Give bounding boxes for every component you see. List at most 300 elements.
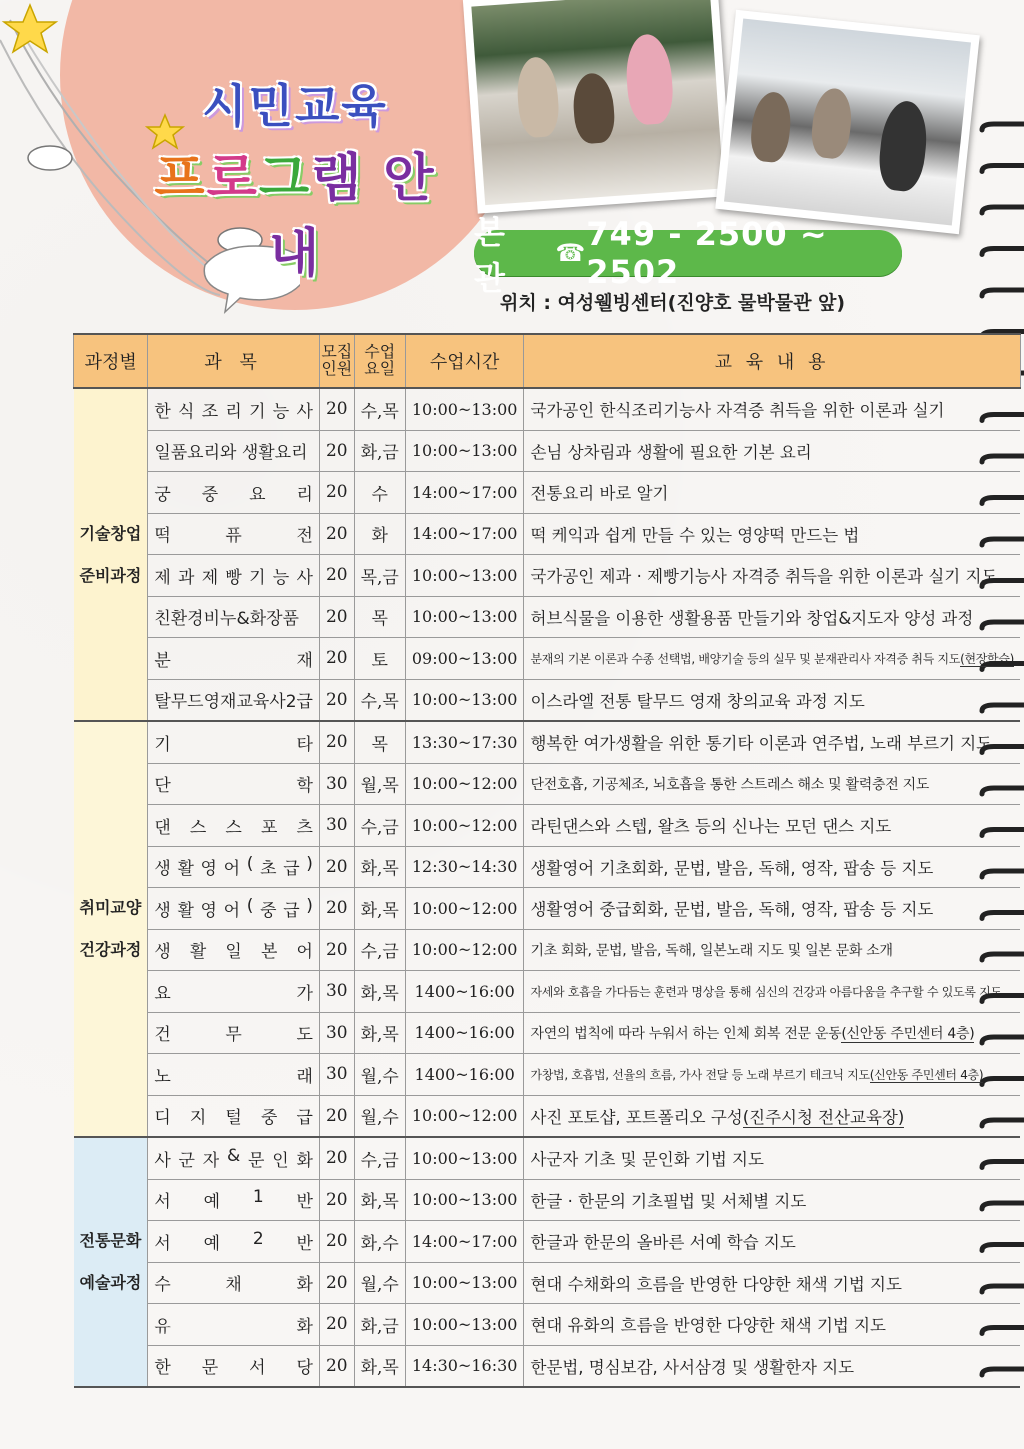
subject-name (154, 937, 313, 962)
subject-name (154, 397, 313, 422)
subject-cell (148, 1262, 320, 1304)
subject-name (154, 646, 313, 671)
table-row (74, 1054, 1021, 1096)
content-cell (524, 1304, 1020, 1346)
subject-name (154, 854, 313, 879)
days-cell: 화,수 (354, 1221, 405, 1263)
subject-char: 리 (225, 401, 242, 422)
content-cell (524, 513, 1020, 555)
subject-char: 건 (154, 1025, 171, 1046)
time-cell: 1400~16:00 (405, 1012, 524, 1054)
subject-char: 분 (154, 650, 171, 671)
days-cell: 화,금 (354, 430, 405, 472)
subject-char: 생 (154, 900, 171, 921)
capacity-cell: 20 (319, 596, 354, 638)
subject-char: 기 (249, 401, 266, 422)
days-cell: 화,목 (354, 971, 405, 1013)
capacity-cell: 20 (319, 638, 354, 680)
subject-char: 자 (202, 1150, 220, 1171)
content-cell (524, 388, 1020, 430)
subject-cell (148, 763, 320, 805)
subject-name (154, 1103, 313, 1128)
phone-number: 749 - 2500 ~ 2502 (586, 215, 828, 291)
table-row (74, 1012, 1021, 1054)
time-cell: 10:00~12:00 (405, 1095, 524, 1137)
content-cell (524, 555, 1020, 597)
capacity-cell: 20 (319, 1304, 354, 1346)
content-cell (524, 679, 1020, 721)
table-row (74, 846, 1021, 888)
table-row (74, 929, 1021, 971)
subject-char: 능 (272, 567, 290, 588)
days-cell: 화,목 (354, 1012, 405, 1054)
content-cell (524, 430, 1020, 472)
content-text: 현대 유화의 흐름을 반영한 다양한 채색 기법 지도 (530, 1316, 886, 1336)
subject-name (154, 1020, 313, 1045)
capacity-cell: 20 (319, 388, 354, 430)
table-row (74, 513, 1021, 555)
days-cell: 화,목 (354, 1179, 405, 1221)
content-text: 이스라엘 전통 탈무드 영재 창의교육 과정 지도 (530, 691, 865, 711)
category-name-line2: 예술과정 (79, 1273, 142, 1292)
content-text: 국가공인 제과 · 제빵기능사 자격증 취득을 위한 이론과 실기 지도 (530, 567, 998, 587)
binding-ring (982, 207, 1024, 213)
subject-char: 학 (296, 776, 313, 797)
content-cell (524, 1137, 1020, 1179)
table-row (74, 1304, 1021, 1346)
capacity-cell: 30 (319, 805, 354, 847)
table-row (74, 1262, 1021, 1304)
subject-char: 본 (260, 942, 278, 963)
subject-char: 반 (296, 1192, 313, 1213)
days-cell: 목 (354, 721, 405, 763)
time-cell: 10:00~13:00 (405, 1179, 524, 1221)
subject-cell (148, 929, 320, 971)
content-text: 행복한 여가생활을 위한 통기타 이론과 연주법, 노래 부르기 지도 (530, 734, 993, 754)
subject-char: 능 (272, 401, 290, 422)
content-cell (524, 721, 1020, 763)
location-text: 위치 : 여성웰빙센터(진양호 물박물관 앞) (500, 292, 846, 314)
capacity-cell: 20 (319, 472, 354, 514)
binding-ring (982, 166, 1024, 172)
capacity-cell: 30 (319, 763, 354, 805)
content-text: 한문법, 명심보감, 사서삼경 및 생활한자 지도 (530, 1357, 855, 1377)
content-cell (524, 638, 1020, 680)
subject-char: 영 (200, 900, 217, 921)
subject-char: 수 (154, 1275, 171, 1296)
subject-char: 도 (296, 1025, 313, 1046)
subject-name: 일품요리와 생활요리 (154, 443, 308, 464)
time-cell: 10:00~13:00 (405, 430, 524, 472)
subject-char: 포 (260, 817, 278, 838)
days-cell: 월,목 (354, 763, 405, 805)
subject-cell (148, 430, 320, 472)
table-row (74, 1345, 1021, 1387)
time-cell: 10:00~13:00 (405, 1262, 524, 1304)
content-cell (524, 1262, 1020, 1304)
subject-name (154, 1353, 313, 1378)
subject-cell (148, 388, 320, 430)
content-text: 손님 상차림과 생활에 필요한 기본 요리 (530, 442, 812, 462)
subject-char: 스 (189, 817, 207, 838)
subject-cell (148, 679, 320, 721)
subject-cell (148, 846, 320, 888)
subject-char: 스 (225, 817, 242, 838)
subject-name (154, 1270, 313, 1295)
table-row (74, 1221, 1021, 1263)
table-row (74, 721, 1021, 763)
subject-char: ( (246, 895, 254, 916)
days-cell: 화,금 (354, 1304, 405, 1346)
subject-char: 한 (154, 1358, 171, 1379)
cloud-icon (28, 146, 72, 170)
content-cell (524, 596, 1020, 638)
subject-name (154, 896, 313, 921)
subject-char: 생 (154, 942, 171, 963)
subject-cell (148, 1137, 320, 1179)
category-cell (74, 721, 148, 1137)
category-cell (74, 1137, 148, 1387)
header-category: 과정별 (74, 334, 148, 388)
time-cell: 1400~16:00 (405, 971, 524, 1013)
subject-char: 문 (201, 1358, 219, 1379)
subject-char: 2 (252, 1228, 264, 1249)
subject-char: 반 (296, 1233, 313, 1254)
table-row (74, 805, 1021, 847)
time-cell: 09:00~13:00 (405, 638, 524, 680)
subject-char: 유 (154, 1316, 171, 1337)
content-cell (524, 1221, 1020, 1263)
time-cell: 10:00~13:00 (405, 1137, 524, 1179)
time-cell: 10:00~12:00 (405, 888, 524, 930)
days-cell: 수 (354, 472, 405, 514)
subject-cell (148, 1304, 320, 1346)
content-cell (524, 1012, 1020, 1054)
subject-char: 당 (296, 1358, 313, 1379)
time-cell: 14:00~17:00 (405, 513, 524, 555)
subject-char: 중 (201, 484, 219, 505)
capacity-cell: 20 (319, 888, 354, 930)
table-row (74, 388, 1021, 430)
subject-char: 생 (154, 859, 171, 880)
content-cell (524, 888, 1020, 930)
content-location-note: (신안동 주민센터 4층) (841, 1025, 975, 1042)
content-text: 떡 케익과 쉽게 만들 수 있는 영양떡 만드는 법 (530, 525, 860, 545)
subject-char: 급 (283, 859, 300, 880)
table-row (74, 888, 1021, 930)
subject-name (154, 480, 313, 505)
time-cell: 10:00~13:00 (405, 388, 524, 430)
subject-cell (148, 1054, 320, 1096)
table-row (74, 1137, 1021, 1179)
title-line-2: 프로그램 안내 (154, 149, 436, 284)
subject-char: 기 (154, 734, 171, 755)
days-cell: 수,목 (354, 679, 405, 721)
days-cell: 월,수 (354, 1095, 405, 1137)
subject-cell (148, 472, 320, 514)
subject-char: 디 (154, 1108, 171, 1129)
subject-char: 중 (260, 1108, 278, 1129)
content-cell (524, 1054, 1020, 1096)
capacity-cell: 20 (319, 721, 354, 763)
subject-char: 기 (249, 567, 266, 588)
time-cell: 10:00~12:00 (405, 929, 524, 971)
subject-cell (148, 596, 320, 638)
days-cell: 토 (354, 638, 405, 680)
building-label: 본 관 (474, 213, 506, 297)
content-text: 자세와 호흡을 가다듬는 훈련과 명상을 통해 심신의 건강과 아름다움을 추구할 수 있도록 지도 (530, 984, 1002, 999)
days-cell: 수,금 (354, 929, 405, 971)
days-cell: 수,금 (354, 1137, 405, 1179)
subject-cell (148, 1179, 320, 1221)
table-row (74, 596, 1021, 638)
subject-char: 서 (154, 1192, 171, 1213)
subject-name (154, 730, 313, 755)
subject-char: 문 (248, 1150, 265, 1171)
subject-char: 서 (154, 1233, 171, 1254)
subject-char: 사 (154, 1150, 171, 1171)
capacity-cell: 20 (319, 929, 354, 971)
capacity-cell: 20 (319, 846, 354, 888)
content-text: 기초 회화, 문법, 발음, 독해, 일본노래 지도 및 일본 문화 소개 (530, 942, 893, 959)
subject-char: 빵 (225, 567, 242, 588)
subject-char: 어 (296, 942, 313, 963)
subject-name (154, 979, 313, 1004)
days-cell: 화,목 (354, 1345, 405, 1387)
content-text: 한글과 한문의 올바른 서예 학습 지도 (530, 1233, 796, 1253)
subject-char: 요 (249, 484, 266, 505)
table-row (74, 971, 1021, 1013)
class-photo-sewing (463, 0, 732, 214)
class-photo-drawing (715, 10, 980, 235)
binding-ring (982, 249, 1024, 255)
capacity-cell: 20 (319, 555, 354, 597)
content-text: 허브식물을 이용한 생활용품 만들기와 창업&지도자 양성 과정 (530, 608, 974, 628)
subject-char: 어 (223, 859, 241, 880)
subject-name (154, 813, 313, 838)
days-cell: 화 (354, 513, 405, 555)
category-name-line1: 전통문화 (79, 1231, 142, 1251)
subject-char: & (226, 1145, 241, 1166)
subject-char: 제 (201, 567, 219, 588)
capacity-cell: 30 (319, 1054, 354, 1096)
days-cell: 월,수 (354, 1262, 405, 1304)
subject-name (154, 1229, 313, 1254)
subject-char: 급 (296, 1108, 313, 1129)
content-text: 전통요리 바로 알기 (530, 484, 669, 504)
subject-char: ( (246, 854, 254, 875)
subject-cell (148, 1012, 320, 1054)
time-cell: 10:00~13:00 (405, 1304, 524, 1346)
binding-ring (982, 290, 1024, 296)
table-row (74, 472, 1021, 514)
header-subject: 과 목 (148, 334, 320, 388)
subject-char: ) (306, 854, 313, 875)
content-text: 분재의 기본 이론과 수종 선택법, 배양기술 등의 실무 및 분재관리사 자격증 취득 지도 (530, 651, 961, 666)
binding-ring (982, 124, 1024, 130)
content-text: 한글 · 한문의 기초필법 및 서체별 지도 (530, 1191, 807, 1211)
content-cell (524, 846, 1020, 888)
header-time: 수업시간 (405, 334, 524, 388)
table-header-row (74, 334, 1021, 388)
subject-char: 예 (203, 1233, 221, 1254)
subject-name (154, 563, 313, 588)
subject-char: 초 (260, 859, 277, 880)
days-cell: 화,목 (354, 888, 405, 930)
subject-char: 활 (177, 900, 194, 921)
time-cell: 14:30~16:30 (405, 1345, 524, 1387)
days-cell: 수,금 (354, 805, 405, 847)
time-cell: 10:00~12:00 (405, 805, 524, 847)
content-text: 현대 수채화의 흐름을 반영한 다양한 채색 기법 지도 (530, 1274, 902, 1294)
capacity-cell: 20 (319, 1345, 354, 1387)
subject-char: 떡 (154, 526, 171, 547)
content-text: 사진 포토샵, 포트폴리오 구성 (530, 1107, 743, 1127)
content-text: 라틴댄스와 스텝, 왈츠 등의 신나는 모던 댄스 지도 (530, 817, 892, 837)
subject-char: 1 (252, 1187, 264, 1208)
capacity-cell: 20 (319, 679, 354, 721)
subject-char: 조 (201, 401, 219, 422)
content-cell (524, 971, 1020, 1013)
subject-char: 리 (296, 484, 313, 505)
subject-name (154, 1312, 313, 1337)
time-cell: 13:30~17:30 (405, 721, 524, 763)
subject-char: 전 (296, 526, 313, 547)
content-cell (524, 763, 1020, 805)
time-cell: 10:00~13:00 (405, 596, 524, 638)
capacity-cell: 20 (319, 1137, 354, 1179)
subject-char: 궁 (154, 484, 171, 505)
subject-char: 재 (296, 650, 313, 671)
category-name-line1: 기술창업 (79, 523, 142, 543)
subject-char: 사 (296, 401, 313, 422)
content-location-note: (현장학습) (960, 651, 1015, 666)
time-cell: 14:00~17:00 (405, 472, 524, 514)
subject-char: 화 (296, 1275, 313, 1296)
category-name-line2: 준비과정 (79, 565, 142, 585)
subject-char: 가 (296, 983, 313, 1004)
table-body (74, 388, 1021, 1387)
category-name-line1: 취미교양 (79, 898, 142, 918)
subject-name: 탈무드영재교육사2급 (154, 692, 313, 713)
phone-icon: ☎ (555, 239, 587, 267)
capacity-cell: 20 (319, 1095, 354, 1137)
subject-char: 일 (225, 942, 242, 963)
days-cell: 목 (354, 596, 405, 638)
days-cell: 목,금 (354, 555, 405, 597)
subject-char: 화 (296, 1316, 313, 1337)
subject-char: 어 (223, 900, 241, 921)
content-cell (524, 472, 1020, 514)
subject-char: 무 (225, 1025, 242, 1046)
subject-cell (148, 971, 320, 1013)
time-cell: 1400~16:00 (405, 1054, 524, 1096)
subject-char: 타 (296, 734, 313, 755)
days-cell: 수,목 (354, 388, 405, 430)
capacity-cell: 20 (319, 1221, 354, 1263)
table-row (74, 1095, 1021, 1137)
time-cell: 10:00~13:00 (405, 555, 524, 597)
subject-char: 식 (178, 401, 195, 422)
subject-name (154, 1187, 313, 1212)
content-location-note: (진주시청 전산교육장) (742, 1107, 905, 1127)
subject-char: 영 (200, 859, 217, 880)
table-row (74, 763, 1021, 805)
content-cell (524, 929, 1020, 971)
capacity-cell: 30 (319, 971, 354, 1013)
subject-cell (148, 805, 320, 847)
subject-char: 인 (272, 1150, 289, 1171)
time-cell: 10:00~12:00 (405, 763, 524, 805)
subject-char: 요 (154, 983, 171, 1004)
capacity-cell: 20 (319, 1179, 354, 1221)
subject-char: 예 (203, 1192, 221, 1213)
subject-char: 래 (296, 1066, 313, 1087)
content-text: 사군자 기초 및 문인화 기법 지도 (530, 1150, 764, 1170)
subject-cell (148, 1095, 320, 1137)
subject-cell (148, 1345, 320, 1387)
subject-cell (148, 721, 320, 763)
subject-name (154, 521, 313, 546)
subject-char: 단 (154, 776, 171, 797)
table-row (74, 1179, 1021, 1221)
subject-name (154, 771, 313, 796)
content-text: 가창법, 호흡법, 선율의 흐름, 가사 전달 등 노래 부르기 테크닉 지도 (530, 1067, 870, 1082)
header-content: 교 육 내 용 (524, 334, 1020, 388)
subject-char: 댄 (154, 817, 171, 838)
subject-char: 퓨 (225, 526, 242, 547)
table-row (74, 679, 1021, 721)
content-cell (524, 805, 1020, 847)
course-schedule-table (73, 333, 1021, 1388)
days-cell: 화,목 (354, 846, 405, 888)
subject-char: 털 (225, 1108, 242, 1129)
subject-cell (148, 888, 320, 930)
subject-char: 화 (296, 1150, 313, 1171)
capacity-cell: 20 (319, 430, 354, 472)
content-text: 국가공인 한식조리기능사 자격증 취득을 위한 이론과 실기 (530, 401, 945, 421)
content-text: 자연의 법칙에 따라 누워서 하는 인체 회복 전문 운동 (530, 1025, 842, 1042)
capacity-cell: 20 (319, 513, 354, 555)
content-location-note: (신안동 주민센터 4층) (869, 1067, 984, 1082)
subject-char: 과 (178, 567, 195, 588)
header-days: 수업 요일 (354, 334, 405, 388)
subject-cell (148, 638, 320, 680)
content-text: 생활영어 중급회화, 문법, 발음, 독해, 영작, 팝송 등 지도 (530, 900, 934, 920)
subject-name: 친환경비누&화장품 (154, 609, 299, 630)
table-row (74, 555, 1021, 597)
contact-phone-banner (474, 213, 902, 297)
table-row (74, 430, 1021, 472)
table-row (74, 638, 1021, 680)
subject-cell (148, 1221, 320, 1263)
subject-char: 채 (225, 1275, 242, 1296)
subject-char: 제 (154, 567, 171, 588)
days-cell: 월,수 (354, 1054, 405, 1096)
subject-char: 급 (283, 900, 300, 921)
subject-cell (148, 555, 320, 597)
subject-char: 활 (189, 942, 207, 963)
page-title (145, 70, 445, 286)
subject-name (154, 1146, 313, 1171)
subject-char: 군 (178, 1150, 195, 1171)
subject-char: ) (306, 895, 313, 916)
title-line-1: 시민교육 (202, 79, 388, 133)
time-cell: 14:00~17:00 (405, 1221, 524, 1263)
content-cell (524, 1095, 1020, 1137)
capacity-cell: 30 (319, 1012, 354, 1054)
time-cell: 12:30~14:30 (405, 846, 524, 888)
